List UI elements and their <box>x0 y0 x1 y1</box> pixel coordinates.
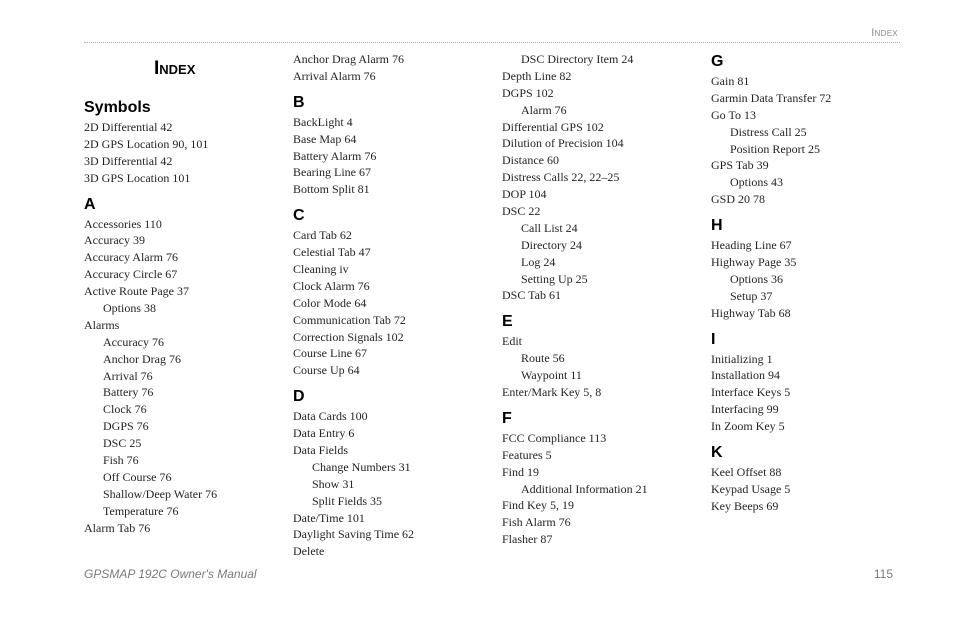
index-subentry: Distress Call 25 <box>730 124 807 139</box>
index-subentry: Temperature 76 <box>103 503 179 518</box>
index-entry: 2D Differential 42 <box>84 120 173 134</box>
index-entry: In Zoom Key 5 <box>711 419 785 434</box>
index-entry: Interfacing 99 <box>711 402 779 417</box>
index-entry: DOP 104 <box>502 187 547 202</box>
index-entry: DSC 22 <box>502 204 541 219</box>
section-heading: D <box>293 388 305 406</box>
index-entry: Initializing 1 <box>711 351 773 366</box>
index-entry: Installation 94 <box>711 368 780 383</box>
index-entry: Card Tab 62 <box>293 228 352 243</box>
index-entry: Distance 60 <box>502 153 559 168</box>
index-subentry: Shallow/Deep Water 76 <box>103 486 218 501</box>
index-subentry: DSC 25 <box>103 436 142 451</box>
index-entry: 3D Differential 42 <box>84 153 173 168</box>
index-entry: Enter/Mark Key 5, 8 <box>502 385 602 400</box>
index-entry: Alarms <box>84 317 120 332</box>
index-entry: FCC Compliance 113 <box>502 430 607 445</box>
index-subentry: Setup 37 <box>730 288 773 303</box>
section-heading: F <box>502 409 512 427</box>
index-subentry: Battery 76 <box>103 385 154 400</box>
index-entry: Flasher 87 <box>502 532 553 547</box>
index-entry: Data Cards 100 <box>293 409 368 424</box>
index-entry: Alarm Tab 76 <box>84 520 151 535</box>
page-title: Index <box>154 58 196 79</box>
index-column-4 <box>711 51 916 515</box>
index-column-3 <box>502 51 707 548</box>
index-entry: Dilution of Precision 104 <box>502 136 624 151</box>
index-entry: Depth Line 82 <box>502 68 572 83</box>
index-subentry: Setting Up 25 <box>521 271 588 286</box>
index-subentry: Options 38 <box>103 301 157 316</box>
index-entry: Keypad Usage 5 <box>711 481 791 496</box>
index-subentry: DSC Directory Item 24 <box>521 52 634 66</box>
index-column-1 <box>84 51 289 536</box>
index-subentry: Off Course 76 <box>103 469 172 484</box>
index-entry: Daylight Saving Time 62 <box>293 527 415 542</box>
index-entry: BackLight 4 <box>293 114 353 129</box>
index-entry: Highway Tab 68 <box>711 305 791 320</box>
index-entry: Keel Offset 88 <box>711 465 782 480</box>
section-heading: B <box>293 93 305 111</box>
index-entry: Go To 13 <box>711 107 756 122</box>
index-entry: Cleaning iv <box>293 262 349 277</box>
index-entry: Accessories 110 <box>84 216 162 231</box>
index-entry: GPS Tab 39 <box>711 158 769 173</box>
index-entry: Features 5 <box>502 447 552 462</box>
section-heading: G <box>711 53 724 70</box>
index-subentry: Log 24 <box>521 254 556 269</box>
index-subentry: Options 43 <box>730 175 784 190</box>
section-heading: C <box>293 207 305 225</box>
index-entry: Garmin Data Transfer 72 <box>711 90 832 105</box>
index-entry: Anchor Drag Alarm 76 <box>293 52 404 66</box>
index-entry: Accuracy Circle 67 <box>84 267 178 282</box>
index-subentry: Clock 76 <box>103 402 147 417</box>
running-head: Index <box>871 27 898 39</box>
index-entry: Fish Alarm 76 <box>502 515 571 530</box>
index-subentry: Route 56 <box>521 351 565 366</box>
index-subentry: Position Report 25 <box>730 141 821 156</box>
index-entry: Highway Page 35 <box>711 255 797 270</box>
index-subentry: Alarm 76 <box>521 102 567 117</box>
index-entry: Course Line 67 <box>293 346 367 361</box>
index-subentry: Split Fields 35 <box>312 493 383 508</box>
index-entry: Interface Keys 5 <box>711 385 791 400</box>
index-entry: Base Map 64 <box>293 131 357 146</box>
index-subentry: Options 36 <box>730 271 784 286</box>
index-entry: GSD 20 78 <box>711 192 766 207</box>
index-entry: Find Key 5, 19 <box>502 498 574 513</box>
index-entry: Battery Alarm 76 <box>293 148 377 163</box>
section-heading: Symbols <box>84 99 151 116</box>
index-entry: Distress Calls 22, 22–25 <box>502 170 620 185</box>
index-entry: Delete <box>293 544 325 559</box>
index-entry: Accuracy 39 <box>84 233 145 248</box>
index-entry: Celestial Tab 47 <box>293 245 371 260</box>
index-subentry: Show 31 <box>312 476 355 491</box>
index-entry: Key Beeps 69 <box>711 498 779 513</box>
section-heading: I <box>711 330 716 348</box>
index-entry: Course Up 64 <box>293 363 360 378</box>
index-subentry: Waypoint 11 <box>521 368 582 383</box>
index-subentry: Change Numbers 31 <box>312 459 411 474</box>
section-heading: E <box>502 313 513 331</box>
index-entry: Date/Time 101 <box>293 510 365 525</box>
index-entry: Data Entry 6 <box>293 426 355 441</box>
footer-manual-title: GPSMAP 192C Owner's Manual <box>84 567 257 581</box>
index-entry: Correction Signals 102 <box>293 329 404 344</box>
index-entry: Arrival Alarm 76 <box>293 68 376 83</box>
section-heading: K <box>711 444 723 462</box>
index-subentry: Fish 76 <box>103 453 139 468</box>
index-entry: DSC Tab 61 <box>502 288 561 303</box>
section-heading: A <box>84 195 96 213</box>
page-number: 115 <box>873 567 893 581</box>
index-entry: Bottom Split 81 <box>293 182 370 197</box>
index-subentry: Accuracy 76 <box>103 334 164 349</box>
index-entry: Find 19 <box>502 464 540 479</box>
index-subentry: Call List 24 <box>521 220 578 235</box>
index-entry: Communication Tab 72 <box>293 312 406 327</box>
header-rule <box>84 42 900 43</box>
index-entry: DGPS 102 <box>502 85 554 100</box>
index-entry: Accuracy Alarm 76 <box>84 250 178 265</box>
index-entry: Active Route Page 37 <box>84 284 189 299</box>
index-entry: Edit <box>502 334 522 349</box>
index-entry: 2D GPS Location 90, 101 <box>84 136 209 151</box>
index-entry: Bearing Line 67 <box>293 165 371 180</box>
index-entry: Gain 81 <box>711 74 750 88</box>
index-subentry: Arrival 76 <box>103 368 153 383</box>
index-entry: Heading Line 67 <box>711 238 792 253</box>
index-entry: Color Mode 64 <box>293 295 367 310</box>
index-entry: Data Fields <box>293 443 348 458</box>
index-entry: Differential GPS 102 <box>502 119 604 134</box>
index-entry: 3D GPS Location 101 <box>84 170 191 185</box>
index-subentry: Anchor Drag 76 <box>103 351 181 366</box>
index-subentry: Directory 24 <box>521 237 582 252</box>
section-heading: H <box>711 217 723 235</box>
index-entry: Clock Alarm 76 <box>293 278 370 293</box>
index-subentry: Additional Information 21 <box>521 481 648 496</box>
index-subentry: DGPS 76 <box>103 419 149 434</box>
index-column-2 <box>293 51 498 560</box>
